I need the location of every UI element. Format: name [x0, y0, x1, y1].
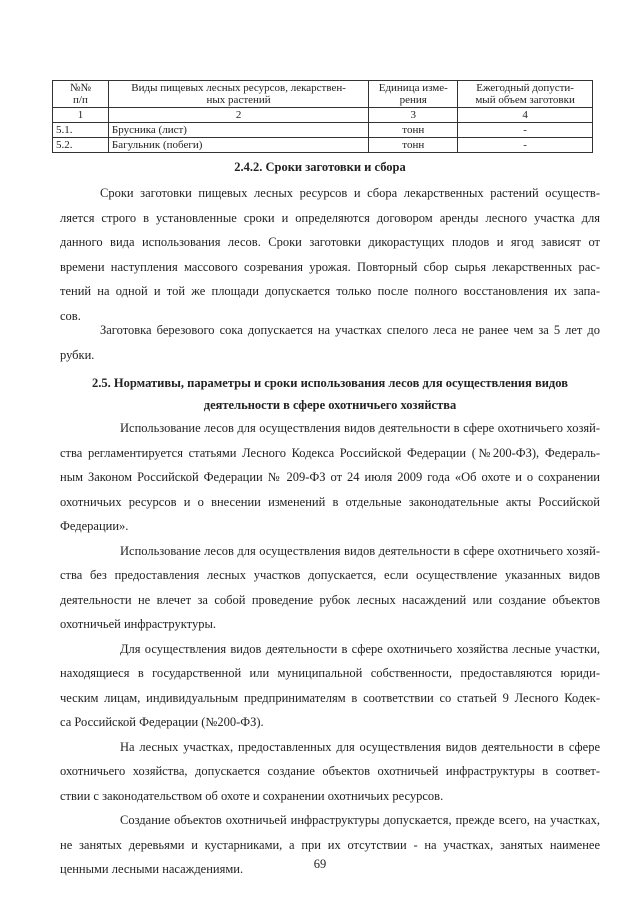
text-line: рубки. [60, 347, 95, 362]
header-line: №№ [69, 82, 91, 94]
paragraph-harvest-terms [60, 181, 600, 328]
text-line: ствии с законодательством об охоте и сохранении охотничьих ресурсов. [60, 788, 444, 803]
text-line: деятельности не влечет за собой проведение рубок лесных насаждений или создание объектов [60, 592, 600, 607]
table-row [53, 138, 593, 153]
header-line: п/п [73, 94, 88, 106]
table-cell: 5.1. [53, 123, 109, 138]
text-line: данного вида использования лесов. Сроки заготовки дикорастущих плодов и ягод зависят от [60, 235, 600, 249]
section-title-line: деятельности в сфере охотничьего хозяйства [203, 398, 457, 412]
table-cell: Багульник (побеги) [108, 138, 368, 153]
text-line: ляется строго в установленные сроки и определяются договором аренды лесного участка для [60, 210, 600, 225]
text-line: охотничьего хозяйства, допускается создание объектов охотничьей инфраструктуры в соответ- [60, 764, 600, 778]
text-line: Для осуществления видов деятельности в сфере охотничьего хозяйства лесные участки, [120, 641, 600, 656]
header-line: Виды пищевых лесных ресурсов, лекарствен- [131, 82, 346, 94]
table-cell: 1 [53, 108, 109, 123]
table-cell: 4 [458, 108, 593, 123]
text-line: Сроки заготовки пищевых лесных ресурсов и сбора лекарственных растений осуществ- [100, 186, 600, 200]
header-line: Единица изме- [378, 82, 448, 94]
text-line: охотничьих ресурсов и о внесении изменений в отдельные законодательные акты Российской [60, 494, 600, 509]
header-cell-resource [108, 81, 368, 108]
text-line: Заготовка березового сока допускается на участках спелого леса не ранее чем за 5 лет до [100, 323, 600, 337]
paragraph-birch-sap [60, 318, 600, 367]
text-line: Использование лесов для осуществления видов деятельности в сфере охотничьего хозяй- [120, 543, 600, 558]
table-number-row [53, 108, 593, 123]
header-line: ных растений [206, 94, 271, 106]
text-line: сов. [60, 308, 81, 323]
text-line: Использование лесов для осуществления видов деятельности в сфере охотничьего хозяй- [120, 421, 600, 435]
section-title-line: 2.5. Нормативы, параметры и сроки использования лесов для осуществления видов [92, 376, 568, 390]
table-cell: 5.2. [53, 138, 109, 153]
table-cell: тонн [369, 123, 458, 138]
header-line: Ежегодный допусти- [476, 82, 574, 94]
text-line: На лесных участках, предоставленных для осуществления видов деятельности в сфере [120, 739, 600, 754]
text-line: Федерации». [60, 519, 129, 533]
page-number: 69 [313, 857, 327, 871]
text-line: са Российской Федерации (№200-ФЗ). [60, 715, 264, 729]
header-cell-unit [369, 81, 458, 108]
table-cell: тонн [369, 138, 458, 153]
table-row [53, 123, 593, 138]
table-cell: Брусника (лист) [108, 123, 368, 138]
header-cell-volume [458, 81, 593, 108]
subsection-title: 2.4.2. Сроки заготовки и сбора [234, 160, 406, 174]
text-line: ческим лицам, индивидуальным предпринимателям в соответствии со статьей 9 Лесного Кодек- [60, 690, 600, 705]
text-line: ценными лесными насаждениями. [60, 862, 244, 876]
text-line: ства регламентируется статьями Лесного Кодекса Российской Федерации (№200-ФЗ), Федераль- [60, 445, 600, 460]
text-line: Создание объектов охотничьей инфраструктуры допускается, прежде всего, на участках, [120, 813, 600, 827]
table-header-row [53, 81, 593, 108]
header-line: рения [399, 94, 427, 106]
header-cell-number [53, 81, 109, 108]
table-cell: - [458, 138, 593, 153]
header-line: мый объем заготовки [475, 94, 575, 106]
resources-table [52, 80, 593, 153]
text-line: времени наступления массового созревания урожая. Повторный сбор сырья лекарственных рас- [60, 259, 600, 274]
section-body [60, 416, 600, 882]
table-cell: 2 [108, 108, 368, 123]
text-line: не занятых деревьями и кустарниками, а при их отсутствии - на участках, занятых наименее [60, 837, 600, 852]
text-line: охотничьей инфраструктуры. [60, 617, 216, 631]
table-cell: 3 [369, 108, 458, 123]
text-line: тений на одной и той же площади допускается только после полного восстановления их запа- [60, 284, 600, 298]
text-line: ства без предоставления лесных участков допускается, если осуществление указанных видов [60, 568, 600, 582]
text-line: ным Законом Российской Федерации № 209-ФЗ от 24 июля 2009 года «Об охоте и о сохранении [60, 470, 600, 484]
table-cell: - [458, 123, 593, 138]
text-line: находящиеся в государственной или муниципальной собственности, предоставляются юриди- [60, 666, 600, 680]
section-title [60, 372, 600, 416]
